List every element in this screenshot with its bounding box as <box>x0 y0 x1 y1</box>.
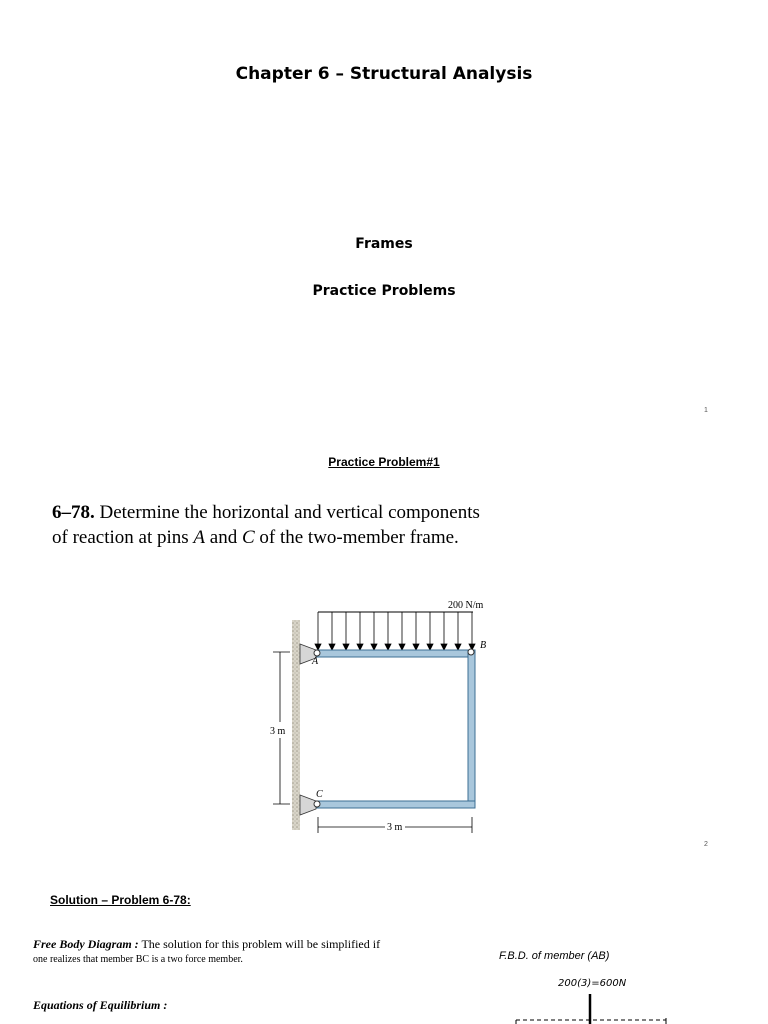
member-ab <box>315 650 475 657</box>
subtitle-heading: Practice Problems <box>312 283 456 299</box>
width-label: 3 m <box>387 822 403 833</box>
fbd-label: Free Body Diagram : <box>33 937 139 951</box>
fbd-text-line1: The solution for this problem will be simplified if <box>138 937 381 951</box>
practice-problem-heading: Practice Problem#1 <box>328 455 440 469</box>
member-bc-vertical <box>468 650 475 808</box>
load-label: 200 N/m <box>448 600 484 611</box>
pin-c-ref: C <box>241 527 255 548</box>
distributed-load-arrows <box>315 612 475 650</box>
height-label: 3 m <box>270 726 286 737</box>
problem-statement <box>52 500 572 550</box>
page-number-2: 2 <box>704 841 708 848</box>
handwritten-load: 200(3)=600N <box>558 978 627 989</box>
member-bc-horizontal <box>315 801 475 808</box>
label-b: B <box>480 640 487 651</box>
problem-text-line1: Determine the horizontal and vertical components <box>99 502 480 523</box>
label-c: C <box>316 789 323 800</box>
fbd-text-line2: one realizes that member BC is a two force member. <box>33 954 243 965</box>
topic-heading: Frames <box>355 236 413 252</box>
problem-text-line2a: of reaction at pins <box>52 527 194 548</box>
problem-text-line2b: and <box>205 527 242 548</box>
problem-text-line2c: of the two-member frame. <box>254 527 459 548</box>
fbd-paragraph <box>33 936 433 968</box>
problem-number: 6–78. <box>52 502 95 523</box>
fbd-member-label: F.B.D. of member (AB) <box>499 950 610 962</box>
page-number-1: 1 <box>704 407 708 414</box>
pin-b <box>468 649 474 655</box>
frame-figure <box>260 590 510 840</box>
page-title: Chapter 6 – Structural Analysis <box>235 64 533 84</box>
wall-support <box>292 620 300 830</box>
solution-heading: Solution – Problem 6-78: <box>50 893 191 907</box>
fbd-sketch <box>480 992 680 1024</box>
equations-label: Equations of Equilibrium : <box>33 998 168 1012</box>
label-a: A <box>312 656 319 667</box>
pin-a-ref: A <box>193 527 206 548</box>
